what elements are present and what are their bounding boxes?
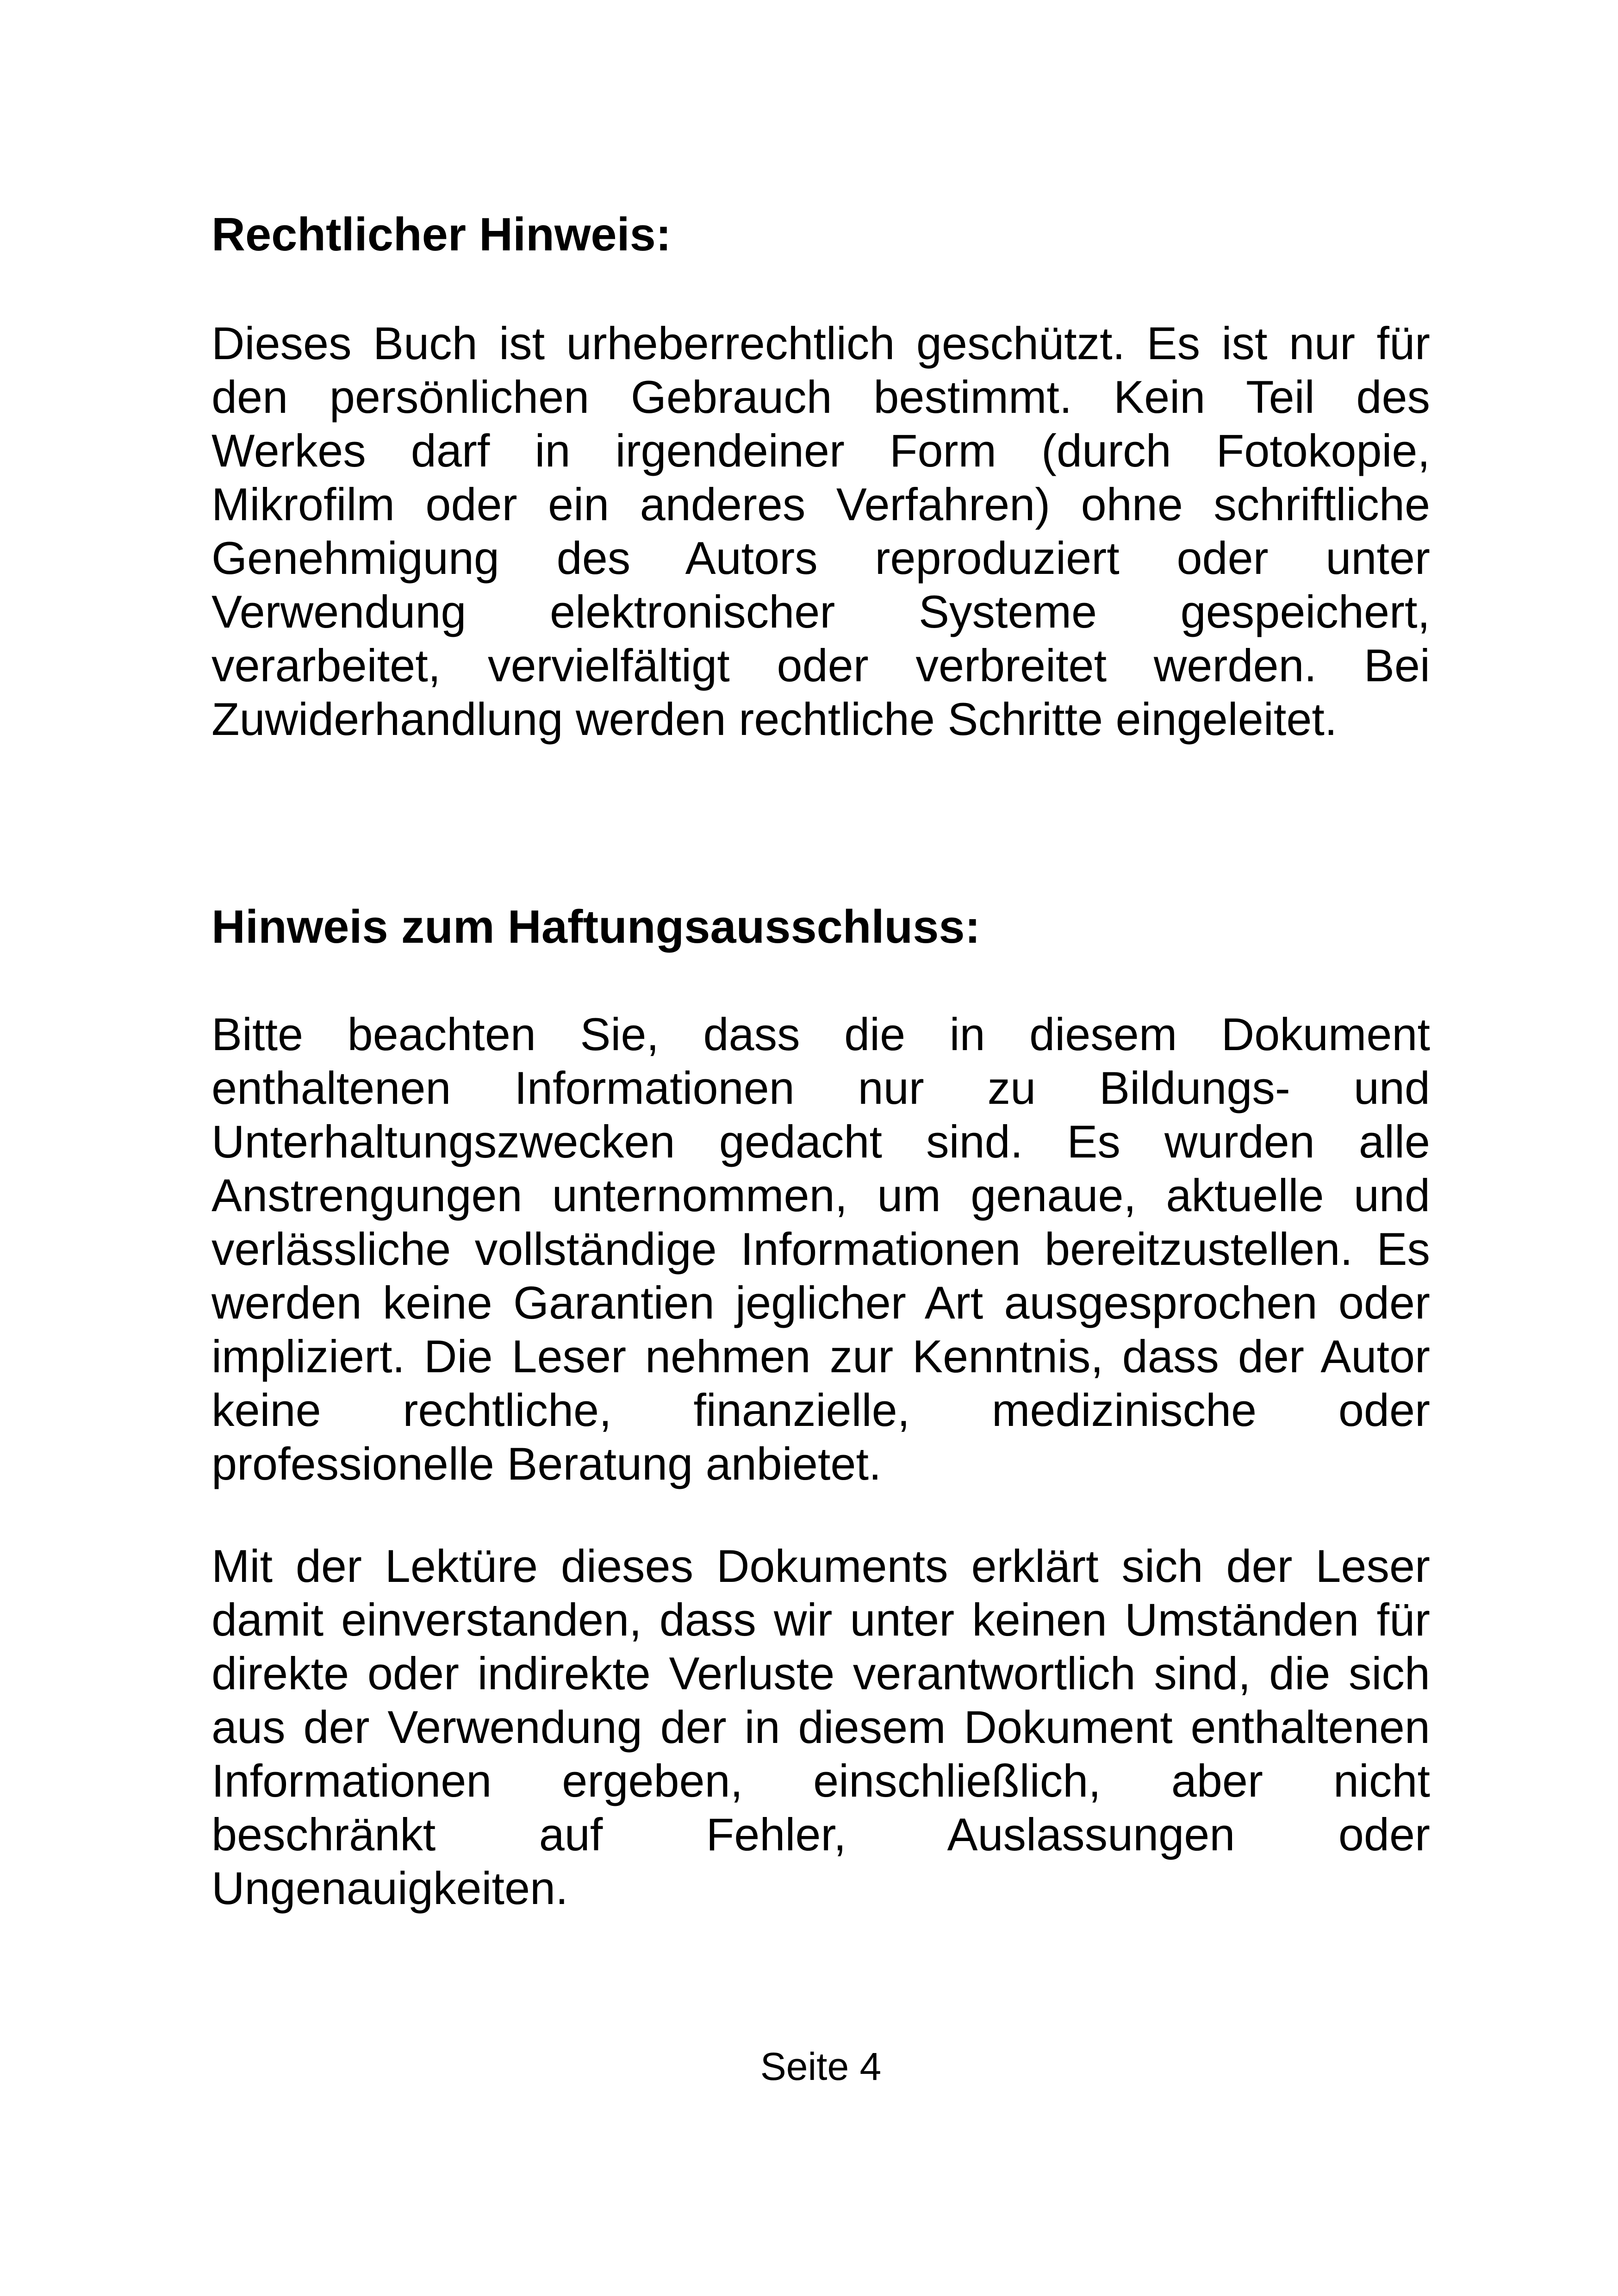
text-line: Dieses Buch ist urheberrechtlich geschützt. Es ist nur für	[212, 317, 1430, 369]
text-line: Mit der Lektüre dieses Dokuments erklärt sich der Leser	[212, 1540, 1430, 1592]
page-number: Seite 4	[760, 2045, 882, 2088]
paragraph-liability	[212, 1539, 1430, 1915]
text-line: Verwendung elektronischer Systeme gespeichert,	[212, 586, 1430, 637]
text-line: den persönlichen Gebrauch bestimmt. Kein Teil des	[212, 371, 1430, 423]
text-line: Zuwiderhandlung werden rechtliche Schritte eingeleitet.	[212, 693, 1338, 745]
paragraph-copyright-notice	[212, 317, 1430, 746]
text-line: professionelle Beratung anbietet.	[212, 1438, 882, 1489]
text-line: keine rechtliche, finanzielle, medizinische oder	[212, 1384, 1430, 1436]
text-line: direkte oder indirekte Verluste verantwortlich sind, die sich	[212, 1648, 1430, 1699]
text-line: Unterhaltungszwecken gedacht sind. Es wurden alle	[212, 1116, 1430, 1167]
text-line: damit einverstanden, dass wir unter keinen Umständen für	[212, 1594, 1430, 1645]
text-line: enthaltenen Informationen nur zu Bildungs- und	[212, 1062, 1430, 1114]
text-line: Ungenauigkeiten.	[212, 1862, 568, 1914]
text-line: Mikrofilm oder ein anderes Verfahren) ohne schriftliche	[212, 479, 1430, 530]
text-line: beschränkt auf Fehler, Auslassungen oder	[212, 1809, 1430, 1860]
text-line: Anstrengungen unternommen, um genaue, aktuelle und	[212, 1170, 1430, 1221]
text-line: Bitte beachten Sie, dass die in diesem Dokument	[212, 1008, 1430, 1060]
text-line: Genehmigung des Autors reproduziert oder unter	[212, 532, 1430, 584]
section-heading-rechtlicher-hinweis: Rechtlicher Hinweis:	[212, 209, 672, 261]
text-line: impliziert. Die Leser nehmen zur Kenntnis, dass der Autor	[212, 1331, 1430, 1382]
section-heading-haftungsausschluss: Hinweis zum Haftungsausschluss:	[212, 901, 981, 953]
text-line: aus der Verwendung der in diesem Dokument enthaltenen	[212, 1701, 1430, 1753]
text-line: verarbeitet, vervielfältigt oder verbreitet werden. Bei	[212, 640, 1430, 691]
paragraph-disclaimer-info	[212, 1008, 1430, 1491]
text-line: Informationen ergeben, einschließlich, aber nicht	[212, 1755, 1430, 1806]
text-line: werden keine Garantien jeglicher Art ausgesprochen oder	[212, 1277, 1430, 1328]
text-line: Werkes darf in irgendeiner Form (durch Fotokopie,	[212, 425, 1430, 476]
text-line: verlässliche vollständige Informationen bereitzustellen. Es	[212, 1223, 1430, 1275]
